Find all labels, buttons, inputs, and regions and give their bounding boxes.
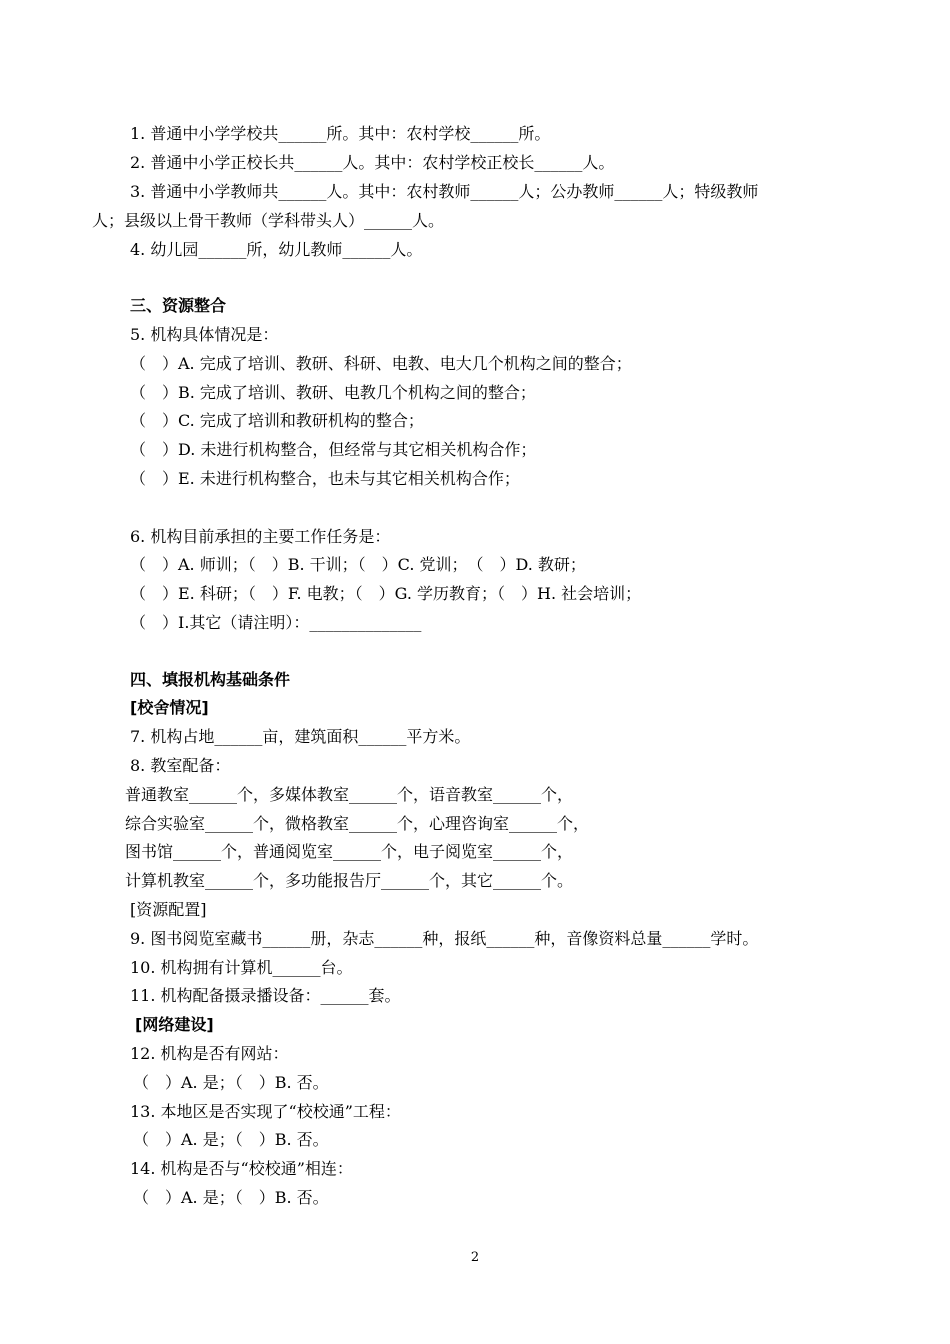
q6-options-row2: （ ）E. 科研；（ ）F. 电教；（ ）G. 学历教育；（ ）H. 社会培训；: [130, 584, 642, 603]
q3-line1: 3. 普通中小学教师共______人。其中：农村教师______人；公办教师______人；特级教师: [130, 182, 759, 201]
q1: 1. 普通中小学学校共______所。其中：农村学校______所。: [130, 124, 551, 143]
q8-row2: 综合实验室______个，微格教室______个，心理咨询室______个，: [125, 814, 590, 833]
q5: 5. 机构具体情况是：: [130, 325, 279, 344]
q14: 14. 机构是否与“校校通”相连：: [130, 1159, 353, 1178]
q3-line2: 人；县级以上骨干教师（学科带头人）______人。: [92, 211, 445, 230]
q13: 13. 本地区是否实现了“校校通”工程：: [130, 1102, 401, 1121]
q8: 8. 教室配备：: [130, 756, 231, 775]
q5-option-e: （ ）E. 未进行机构整合，也未与其它相关机构合作；: [130, 469, 520, 488]
section-heading-basics: 四、填报机构基础条件: [130, 670, 291, 689]
q7: 7. 机构占地______亩，建筑面积______平方米。: [130, 727, 471, 746]
q12-options: （ ）A. 是；（ ）B. 否。: [133, 1073, 329, 1092]
q4: 4. 幼儿园______所，幼儿教师______人。: [130, 240, 423, 259]
subheading-buildings: [校舍情况]: [130, 698, 209, 717]
section-heading-resources: 三、资源整合: [130, 296, 227, 315]
q6-options-row1: （ ）A. 师训；（ ）B. 干训；（ ）C. 党训； （ ）D. 教研；: [130, 555, 586, 574]
q6-options-row3: （ ）I.其它（请注明）：______________: [130, 613, 422, 632]
q5-option-c: （ ）C. 完成了培训和教研机构的整合；: [130, 411, 424, 430]
q9: 9. 图书阅览室藏书______册，杂志______种，报纸______种，音像资料总量______学时。: [130, 929, 759, 948]
q8-row1: 普通教室______个，多媒体教室______个，语音教室______个，: [125, 785, 574, 804]
q5-option-a: （ ）A. 完成了培训、教研、科研、电教、电大几个机构之间的整合；: [130, 354, 632, 373]
q10: 10. 机构拥有计算机______台。: [130, 958, 353, 977]
q14-options: （ ）A. 是；（ ）B. 否。: [133, 1188, 329, 1207]
page-number: 2: [470, 1250, 480, 1265]
q11: 11. 机构配备摄录播设备：______套。: [130, 986, 401, 1005]
q8-row3: 图书馆______个，普通阅览室______个，电子阅览室______个，: [125, 842, 574, 861]
q6: 6. 机构目前承担的主要工作任务是：: [130, 527, 391, 546]
subheading-resources: [资源配置]: [130, 900, 207, 919]
q12: 12. 机构是否有网站：: [130, 1044, 289, 1063]
q5-option-b: （ ）B. 完成了培训、教研、电教几个机构之间的整合；: [130, 383, 536, 402]
q8-row4: 计算机教室______个，多功能报告厅______个，其它______个。: [125, 871, 574, 890]
q5-option-d: （ ）D. 未进行机构整合，但经常与其它相关机构合作；: [130, 440, 537, 459]
q13-options: （ ）A. 是；（ ）B. 否。: [133, 1130, 329, 1149]
subheading-network: [网络建设]: [135, 1015, 214, 1034]
q2: 2. 普通中小学正校长共______人。其中：农村学校正校长______人。: [130, 153, 615, 172]
